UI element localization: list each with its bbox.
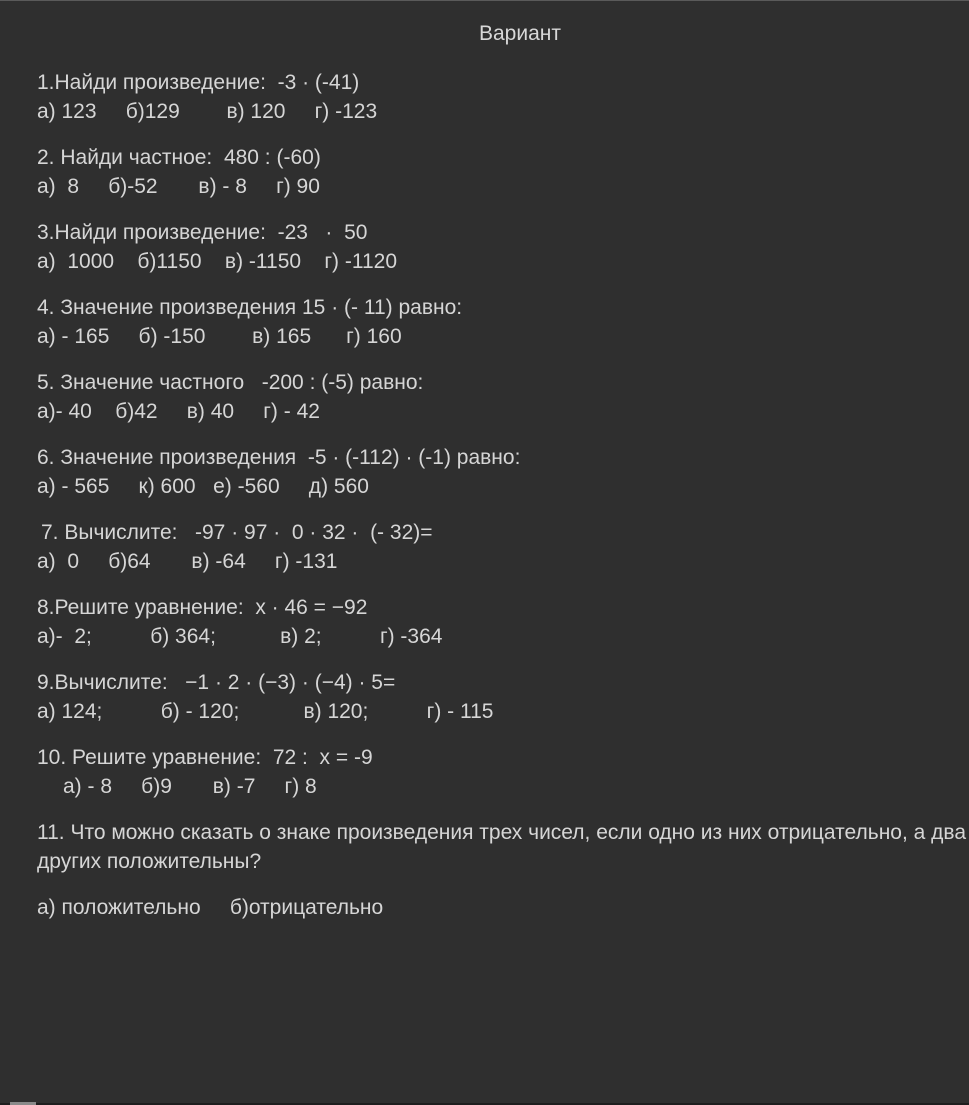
answer-options: а) 124; б) - 120; в) 120; г) - 115 [37,700,494,723]
question-2 [37,143,967,201]
question-6 [37,443,967,501]
question-text: 10. Решите уравнение: 72 : x = -9 [37,746,373,769]
question-10 [37,743,967,801]
question-7 [37,518,967,576]
question-text: 5. Значение частного -200 : (-5) равно: [37,371,424,394]
question-text: 1.Найди произведение: -3 · (-41) [37,71,360,94]
question-text: 6. Значение произведения -5 · (-112) · (-1) равно: [37,446,521,469]
question-11 [37,818,967,922]
question-text: 9.Вычислите: −1 · 2 · (−3) · (−4) · 5= [37,671,396,694]
question-text: 4. Значение произведения 15 · (- 11) равно: [37,296,463,319]
question-1 [37,68,967,126]
question-text: 3.Найди произведение: -23 · 50 [37,221,368,244]
question-text: 11. Что можно сказать о знаке произведения трех чисел, если одно из них отрицательно, а два других положительны? [37,821,967,873]
answer-options: а) 0 б)64 в) -64 г) -131 [37,550,338,573]
document-body [37,68,967,939]
answer-options: а)- 2; б) 364; в) 2; г) -364 [37,625,443,648]
answer-options: а) положительно б)отрицательно [37,896,384,919]
answer-options: а) - 165 б) -150 в) 165 г) 160 [37,325,402,348]
question-5 [37,368,967,426]
answer-options: а) - 8 б)9 в) -7 г) 8 [63,775,317,798]
top-border [0,0,969,1]
answer-options: а) 1000 б)1150 в) -1150 г) -1120 [37,250,398,273]
question-text: 8.Решите уравнение: x · 46 = −92 [37,596,368,619]
question-8 [37,593,967,651]
question-9 [37,668,967,726]
question-4 [37,293,967,351]
page-title: Вариант [479,22,561,45]
answer-options: а)- 40 б)42 в) 40 г) - 42 [37,400,320,423]
question-text: 2. Найди частное: 480 : (-60) [37,146,321,169]
question-3 [37,218,967,276]
answer-options: а) 123 б)129 в) 120 г) -123 [37,100,378,123]
answer-options: а) 8 б)-52 в) - 8 г) 90 [37,175,320,198]
question-text: 7. Вычислите: -97 · 97 · 0 · 32 · (- 32)= [41,521,433,544]
answer-options: а) - 565 к) 600 е) -560 д) 560 [37,475,369,498]
